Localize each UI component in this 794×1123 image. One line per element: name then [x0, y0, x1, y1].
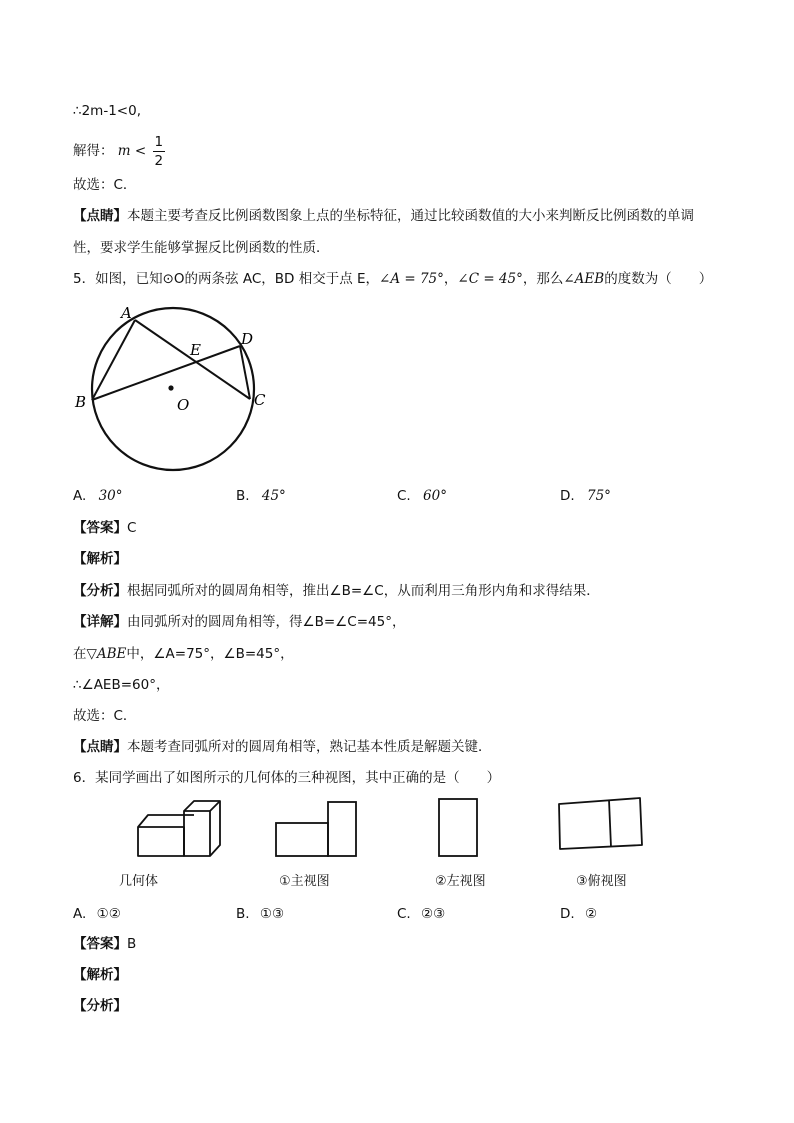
- q5-step-a-math: ▽ABE: [86, 646, 127, 662]
- q5-step-a-post: 中，∠A=75°，∠B=45°，: [126, 646, 294, 662]
- q4-step2-rel: <: [134, 143, 147, 159]
- q6-option-a-letter: A.: [73, 906, 87, 922]
- q5-detail: [73, 612, 405, 632]
- q5-stem-b: ，那么: [522, 271, 564, 287]
- solid-figure: [134, 798, 229, 860]
- q4-step2: [73, 132, 165, 170]
- q5-option-c[interactable]: [397, 486, 447, 506]
- q6-stem: 6．某同学画出了如图所示的几何体的三种视图，其中正确的是（ ）: [73, 770, 501, 786]
- q5-analysis-tag: 【解析】: [73, 551, 127, 567]
- q5-answer: [73, 518, 136, 538]
- q4-step1: ∴2m-1<0,: [73, 103, 141, 119]
- q6-option-b-value: ①③: [259, 906, 285, 922]
- q6-option-d[interactable]: [560, 904, 597, 924]
- q4-choice: 故选：C．: [73, 177, 137, 193]
- q6-option-b[interactable]: [236, 904, 284, 924]
- top-view-figure: [556, 795, 646, 853]
- q6-option-d-value: ②: [584, 906, 598, 922]
- q5-step-a-pre: 在: [73, 646, 87, 662]
- q5-comment-text: 本题考查同弧所对的圆周角相等，熟记基本性质是解题关键．: [127, 739, 492, 755]
- q5-option-d-value: 75°: [586, 488, 611, 504]
- q4-step2-prefix: 解得：: [73, 143, 114, 159]
- caption-top-view: ③俯视图: [576, 874, 627, 889]
- q5-step-b: ∴∠AEB=60°，: [73, 677, 170, 693]
- chord-bd: [92, 346, 240, 400]
- q5-detail-text: 由同弧所对的圆周角相等，得∠B=∠C=45°，: [127, 614, 406, 630]
- q5-option-a[interactable]: [73, 486, 123, 506]
- q5-stem-a: 5．如图，已知⊙O的两条弦 AC，BD 相交于点 E，: [73, 271, 380, 287]
- q5-option-d-letter: D.: [560, 488, 575, 504]
- q5-detail-tag: 【详解】: [73, 614, 127, 630]
- q6-fenxi-tag: 【分析】: [73, 998, 127, 1014]
- caption-solid: 几何体: [119, 874, 159, 889]
- label-e: E: [190, 341, 201, 359]
- q4-comment-tag: 【点睛】: [73, 208, 127, 224]
- q6-answer-value: B: [127, 936, 137, 952]
- q5-fenxi-text: 根据同弧所对的圆周角相等，推出∠B=∠C，从而利用三角形内角和求得结果．: [127, 583, 600, 599]
- q5-fenxi: [73, 581, 600, 601]
- q4-fraction: [153, 133, 166, 170]
- q5-choice: 故选：C．: [73, 708, 137, 724]
- chord-ac: [135, 320, 250, 399]
- circle-figure: [70, 298, 280, 478]
- q5-option-c-value: 60°: [423, 488, 447, 504]
- q4-fraction-denominator: 2: [154, 152, 164, 169]
- q5-stem-math3: ∠AEB: [563, 271, 605, 287]
- q5-option-b[interactable]: [236, 486, 286, 506]
- q5-step-a: [73, 644, 294, 664]
- q5-stem-sep: ，: [443, 271, 458, 287]
- q5-stem-c: 的度数为（ ）: [604, 271, 713, 287]
- q5-stem-math2: ∠C = 45°: [457, 271, 523, 287]
- caption-left-view: ②左视图: [435, 874, 486, 889]
- q5-stem: [73, 269, 712, 289]
- q4-step2-var: m: [117, 143, 131, 159]
- q4-comment-text1: 本题主要考查反比例函数图象上点的坐标特征，通过比较函数值的大小来判断反比例函数的单调: [127, 208, 694, 224]
- q5-fenxi-tag: 【分析】: [73, 583, 127, 599]
- q5-option-a-letter: A.: [73, 488, 87, 504]
- caption-front-view: ①主视图: [279, 874, 330, 889]
- q5-answer-value: C: [127, 520, 137, 536]
- q5-option-b-value: 45°: [261, 488, 286, 504]
- q6-answer-tag: 【答案】: [73, 936, 127, 952]
- label-o: O: [177, 396, 190, 414]
- front-view-figure: [272, 799, 362, 859]
- q5-option-c-letter: C.: [397, 488, 411, 504]
- label-b: B: [75, 393, 87, 411]
- label-c: C: [254, 391, 266, 409]
- q5-answer-tag: 【答案】: [73, 520, 127, 536]
- left-view-figure: [436, 796, 482, 860]
- q4-comment-line1: [73, 206, 694, 226]
- q4-fraction-numerator: 1: [154, 133, 164, 150]
- q5-stem-math1: ∠A = 75°: [379, 271, 444, 287]
- q5-option-a-value: 30°: [98, 488, 123, 504]
- q5-option-b-letter: B.: [236, 488, 250, 504]
- q6-option-a[interactable]: [73, 904, 121, 924]
- q6-option-c[interactable]: [397, 904, 445, 924]
- q6-option-b-letter: B.: [236, 906, 250, 922]
- q5-comment-tag: 【点睛】: [73, 739, 127, 755]
- q4-comment-line2: 性，要求学生能够掌握反比例函数的性质．: [73, 240, 330, 256]
- label-d: D: [241, 330, 254, 348]
- q6-option-a-value: ①②: [96, 906, 121, 922]
- q6-option-d-letter: D.: [560, 906, 575, 922]
- q6-analysis-tag: 【解析】: [73, 967, 127, 983]
- q5-option-d[interactable]: [560, 486, 611, 506]
- q5-comment: [73, 737, 492, 757]
- center-dot: [168, 385, 173, 390]
- label-a: A: [121, 304, 132, 322]
- q6-option-c-value: ②③: [421, 906, 446, 922]
- q6-answer: [73, 934, 136, 954]
- q6-option-c-letter: C.: [397, 906, 411, 922]
